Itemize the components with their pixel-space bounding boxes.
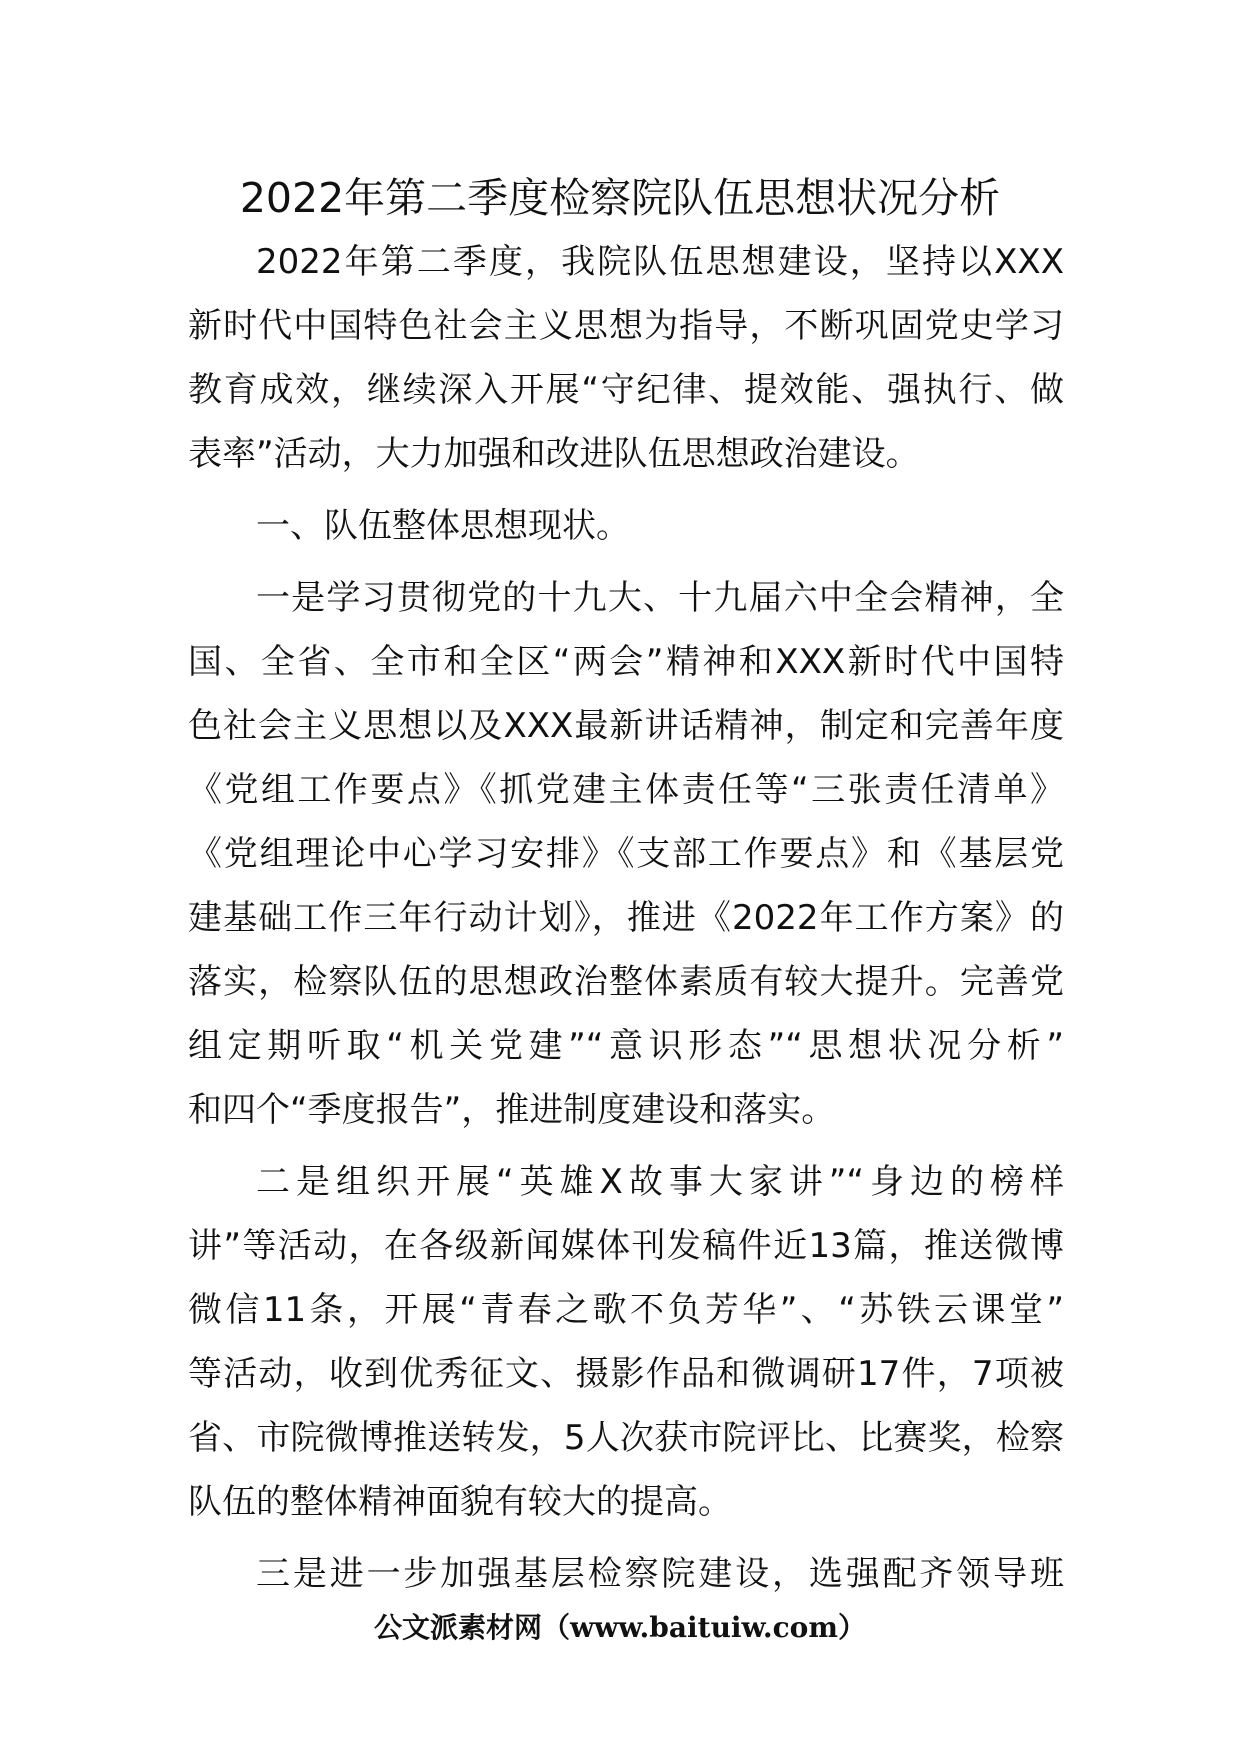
text-line: 国、全省、全市和全区“两会”精神和XXX新时代中国特 [188,642,1064,682]
text-line: 色社会主义思想以及XXX最新讲话精神，制定和完善年度 [188,706,1064,746]
document-title: 2022年第二季度检察院队伍思想状况分析 [239,174,1001,222]
text-line: 教育成效，继续深入开展“守纪律、提效能、强执行、做 [188,370,1064,410]
text-line: 微信11条，开展“青春之歌不负芳华”、“苏铁云课堂” [188,1290,1064,1330]
paragraph-gap [188,558,1064,566]
text-line: 一是学习贯彻党的十九大、十九届六中全会精神，全 [256,578,1064,618]
text-line: 2022年第二季度，我院队伍思想建设，坚持以XXX [256,242,1064,282]
text-line: 省、市院微博推送转发，5人次获市院评比、比赛奖，检察 [188,1418,1064,1458]
text-line: 《党组理论中心学习安排》《支部工作要点》和《基层党 [188,834,1064,874]
text-line: 建基础工作三年行动计划》，推进《2022年工作方案》的 [188,898,1064,938]
text-line: 和四个“季度报告”，推进制度建设和落实。 [188,1090,836,1130]
text-line: 等活动，收到优秀征文、摄影作品和微调研17件，7项被 [188,1354,1064,1394]
text-line: 表率”活动，大力加强和改进队伍思想政治建设。 [188,434,920,474]
text-line: 队伍的整体精神面貌有较大的提高。 [188,1482,732,1522]
text-line: 落实，检察队伍的思想政治整体素质有较大提升。完善党 [188,962,1064,1002]
text-line: 组定期听取“机关党建”“意识形态”“思想状况分析” [188,1026,1064,1066]
text-line: 讲”等活动，在各级新闻媒体刊发稿件近13篇，推送微博 [188,1226,1064,1266]
document-body [188,230,1064,1606]
text-line: 《党组工作要点》《抓党建主体责任等“三张责任清单》 [188,770,1064,810]
paragraph-gap [188,486,1064,494]
text-line: 新时代中国特色社会主义思想为指导，不断巩固党史学习 [188,306,1064,346]
paragraph-gap [188,1534,1064,1542]
footer-watermark: 公文派素材网（www.baituiw.com） [374,1611,866,1644]
text-line: 二是组织开展“英雄X故事大家讲”“身边的榜样 [256,1162,1064,1202]
text-line: 三是进一步加强基层检察院建设，选强配齐领导班 [256,1554,1064,1594]
paragraph-gap [188,1142,1064,1150]
text-line: 一、队伍整体思想现状。 [256,506,630,546]
